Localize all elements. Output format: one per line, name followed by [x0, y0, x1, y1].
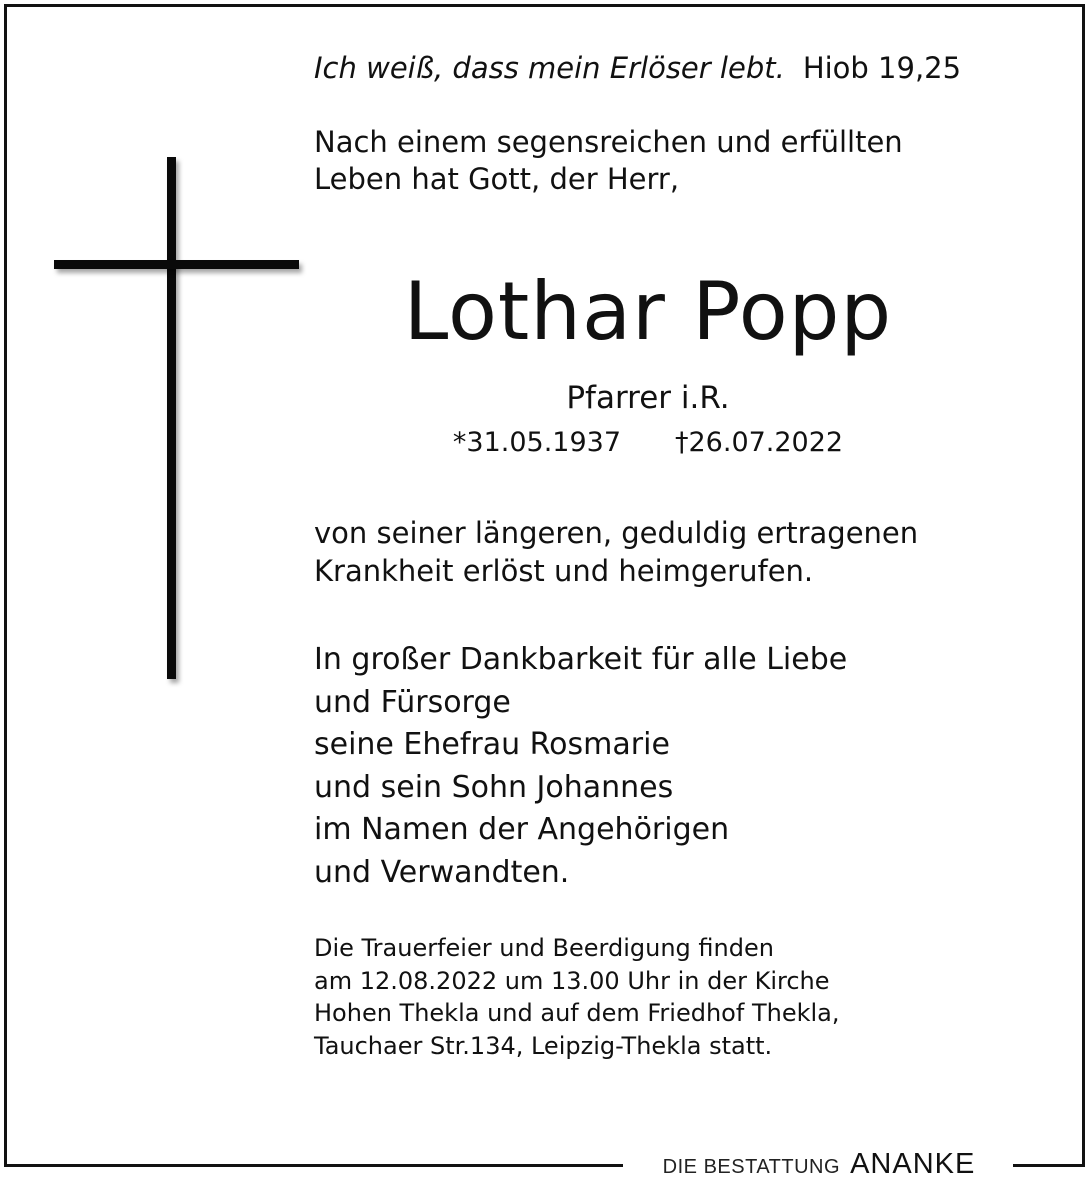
- funeral-service-info: [314, 932, 839, 1062]
- mourners-line: seine Ehefrau Rosmarie: [314, 727, 670, 762]
- bible-verse: [314, 48, 961, 88]
- service-line: Die Trauerfeier und Beerdigung finden: [314, 934, 774, 962]
- verse-quote: Ich weiß, dass mein Erlöser lebt.: [314, 51, 785, 85]
- release-text: [314, 514, 918, 590]
- border-bottom-right: [1013, 1164, 1085, 1167]
- mourners-line: im Namen der Angehörigen: [314, 812, 730, 847]
- intro-line: Nach einem segensreichen und erfüllten: [314, 125, 903, 159]
- service-line: Tauchaer Str.134, Leipzig-Thekla statt.: [314, 1031, 773, 1060]
- intro-line: Leben hat Gott, der Herr,: [314, 162, 680, 196]
- death-date: †26.07.2022: [675, 427, 844, 458]
- mourners-text: [314, 639, 847, 894]
- mourners-line: In großer Dankbarkeit für alle Liebe: [314, 642, 848, 677]
- mourners-line: und Fürsorge: [314, 684, 511, 720]
- funeral-home-brand: [630, 1148, 1008, 1184]
- deceased-title: Pfarrer i.R.: [566, 380, 730, 416]
- border-left: [4, 4, 7, 1167]
- birth-date: *31.05.1937: [452, 427, 621, 458]
- release-line: Krankheit erlöst und heimgerufen.: [314, 554, 814, 588]
- brand-name: ANANKE: [850, 1148, 976, 1180]
- deceased-name: Lothar Popp: [403, 265, 893, 358]
- mourners-line: und Verwandten.: [314, 854, 570, 890]
- cross-horizontal-beam: [54, 260, 299, 269]
- brand-prefix: DIE BESTATTUNG: [662, 1156, 841, 1178]
- verse-reference: Hiob 19,25: [802, 51, 962, 85]
- mourners-line: und sein Sohn Johannes: [314, 769, 674, 805]
- border-bottom-left: [4, 1164, 623, 1167]
- border-right: [1082, 4, 1085, 1167]
- service-line: Hohen Thekla und auf dem Friedhof Thekla,: [314, 999, 840, 1027]
- border-top: [4, 4, 1085, 7]
- intro-text: [314, 124, 903, 198]
- service-line: am 12.08.2022 um 13.00 Uhr in der Kirche: [314, 966, 830, 995]
- life-dates: [314, 425, 982, 461]
- cross-vertical-beam: [167, 157, 176, 679]
- release-line: von seiner längeren, geduldig ertragenen: [314, 516, 919, 550]
